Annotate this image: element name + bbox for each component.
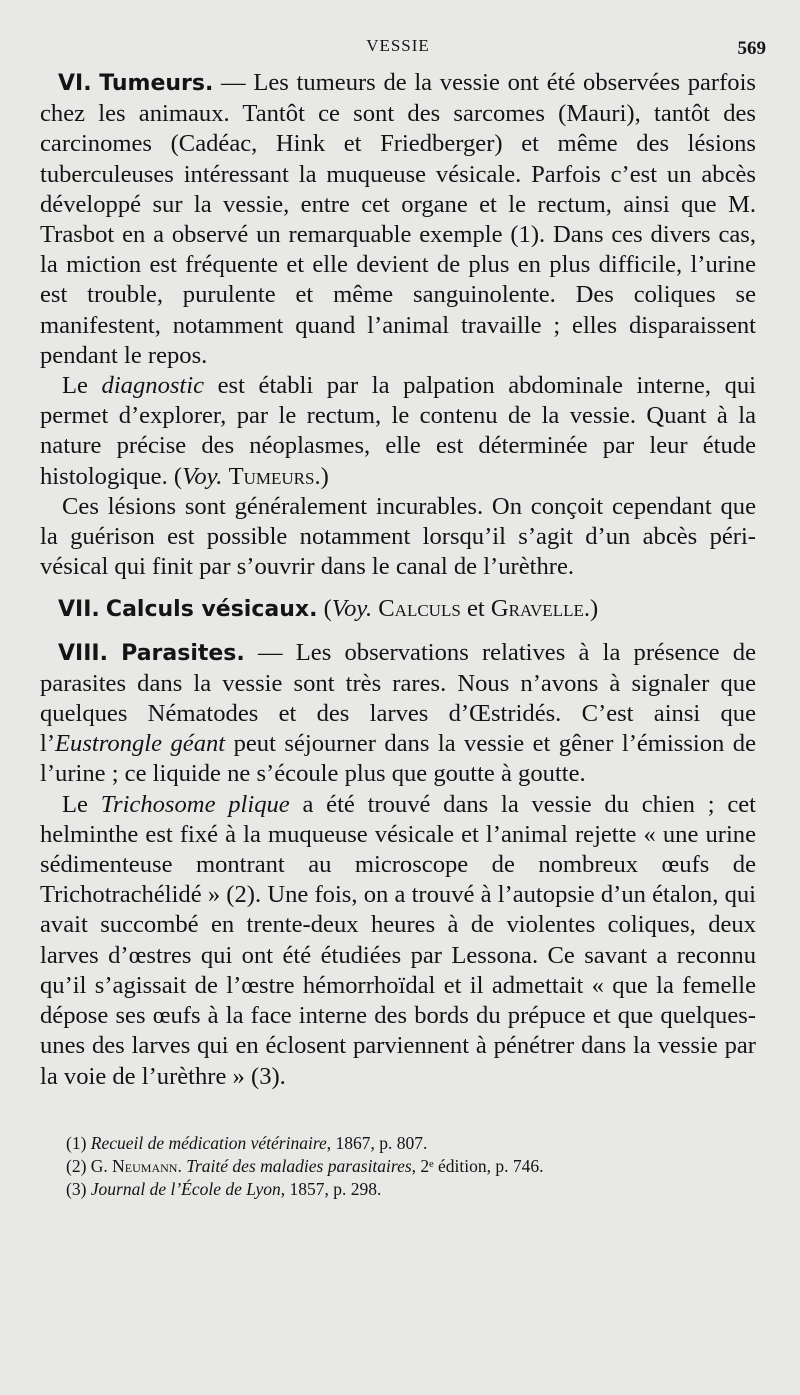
footnote-author: G. Neumann. <box>90 1155 182 1176</box>
text-run: .) <box>583 595 599 623</box>
footnote-title: Recueil de médication vétérinaire <box>90 1132 327 1153</box>
footnotes <box>40 1132 756 1201</box>
text-run: Le <box>62 790 101 818</box>
running-head <box>40 28 766 68</box>
italic-term: diagnostic <box>101 372 205 400</box>
body-text <box>40 68 756 1092</box>
trichosome-paragraph <box>40 790 756 1092</box>
cross-reference: Tumeurs <box>228 462 315 490</box>
voy-reference: Voy. <box>331 595 373 623</box>
text-run: Le <box>62 372 102 400</box>
section-viii-paragraph <box>40 638 756 790</box>
text-run: .) <box>314 462 329 490</box>
diagnostic-paragraph <box>40 371 756 492</box>
text-run: — Les observations relatives à la présence de parasites dans la vessie sont très rares. Nous n’avons à signaler que quelques Nématodes et des larves d’Œstridés. C’est ainsi que l’ <box>40 638 756 758</box>
footnote-text: , 1857, p. 298. <box>280 1178 382 1199</box>
footnote-title: Traité des maladies parasitaires <box>186 1155 412 1176</box>
section-title: Tumeurs. <box>99 71 214 96</box>
footnote-text: , 2ᵉ édition, p. 746. <box>411 1155 544 1176</box>
paragraph-text: — Les tumeurs de la vessie ont été observées parfois chez les animaux. Tantôt ce sont des sarcomes (Mauri), tantôt des carcinomes (Cadéac, Hink et Friedberger) et même des lésions tuberculeuses intéressant la muqueuse vésicale. Parfois c’est un abcès développé sur la vessie, entre cet organe et le rectum, ainsi que M. Trasbot en a observé un remarquable exemple (1). Dans ces divers cas, la miction est fréquente et elle devient de plus en plus difficile, l’urine est trouble, purulente et même sanguinolente. Des coliques se manifestent, notamment quand l’animal travaille ; elles disparaissent pendant le repos. <box>40 69 756 369</box>
footnote-text: , 1867, p. 807. <box>326 1132 428 1153</box>
cross-reference: Calculs <box>378 595 461 623</box>
text-run: a été trouvé dans la vessie du chien ; cet helminthe est fixé à la muqueuse vésicale et l’animal rejette « une urine sédimenteuse montrant au microscope de nombreux œufs de Trichotrachélidé » (2). Une fois, on a trouvé à l’autopsie d’un étalon, qui avait succombé en trente-deux heures à de violentes coliques, deux larves d’œstres qui ont été étudiées par Lessona. Ce savant a reconnu qu’il s’agissait de l’œstre hémorrhoïdal et il admettait « que la femelle dépose ses œufs à la face interne des bords du prépuce et que quelques-unes des larves qui en éclosent parviennent à pénétrer dans la vessie par la voie de l’urèthre » (3). <box>40 790 756 1090</box>
footnote <box>40 1178 756 1201</box>
footnote-mark: (3) <box>66 1178 87 1199</box>
section-title: Parasites. <box>121 640 245 666</box>
footnote-title: Journal de l’École de Lyon <box>90 1178 281 1199</box>
text-run: est établi par la palpation abdominale interne, qui permet d’explorer, par le rectum, le contenu de la vessie. Quant à la nature précise des néoplasmes, elle est déterminée par leur étude histologique. ( <box>40 372 756 490</box>
footnote-mark: (1) <box>66 1132 87 1153</box>
footnote <box>40 1132 756 1155</box>
text-run: ( <box>317 595 332 623</box>
text-run: et <box>460 595 491 623</box>
footnote <box>40 1155 756 1178</box>
page-number: 569 <box>737 38 766 59</box>
section-vii-paragraph <box>40 594 756 625</box>
section-number: VIII. <box>58 640 108 666</box>
section-number: VI. <box>58 71 92 96</box>
incurable-paragraph: Ces lésions sont généralement incurables. On conçoit cependant que la guérison est possible notamment lorsqu’il s’agit d’un abcès péri-vésical qui finit par s’ouvrir dans le canal de l’urèthre. <box>40 492 756 581</box>
running-title: VESSIE <box>366 36 430 55</box>
section-number: VII. <box>58 597 100 623</box>
italic-term: Eustrongle géant <box>55 730 226 758</box>
footnote-mark: (2) <box>66 1155 87 1176</box>
section-title: Calculs vésicaux. <box>105 597 318 623</box>
section-vi-paragraph <box>40 68 756 371</box>
cross-reference: Gravelle <box>490 595 584 623</box>
italic-term: Trichosome plique <box>100 790 290 818</box>
text-run: peut séjourner dans la vessie et gêner l’émission de l’urine ; ce liquide ne s’écoule plus que goutte à goutte. <box>40 730 756 788</box>
voy-reference: Voy. <box>182 462 223 490</box>
